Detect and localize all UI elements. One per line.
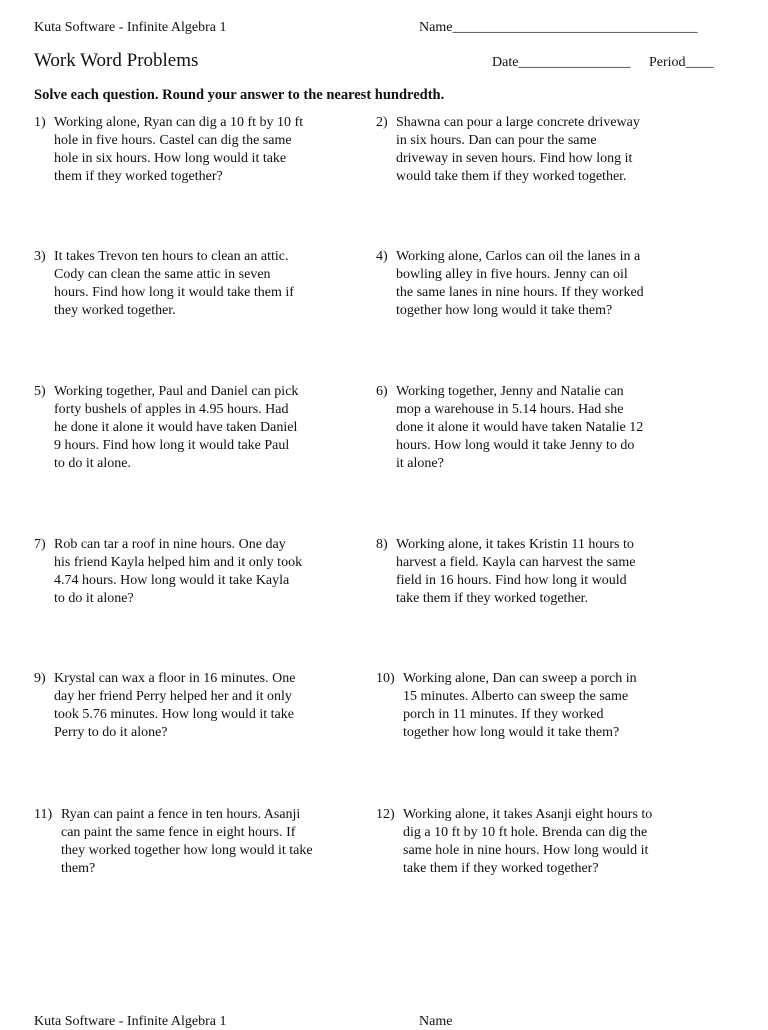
problem-7 [34, 536, 349, 608]
date-label: Date [492, 55, 519, 70]
date-field[interactable] [492, 55, 630, 71]
problem-11 [34, 806, 349, 878]
problem-number: 4) [376, 249, 388, 264]
problem-text: Working together, Paul and Daniel can pick forty bushels of apples in 4.95 hours. Had he done it alone it would have taken Daniel 9 hours. Find how long it would take Paul to do it alone. [54, 384, 299, 471]
problem-number: 5) [34, 384, 46, 399]
problem-text: Ryan can paint a fence in ten hours. Asanji can paint the same fence in eight hours. If they worked together how long would it take them? [61, 807, 313, 876]
instructions: Solve each question. Round your answer to the nearest hundredth. [34, 87, 445, 103]
name-line: ___________________________________ [452, 20, 698, 35]
problem-text: Working alone, it takes Asanji eight hours to dig a 10 ft by 10 ft hole. Brenda can dig the same hole in nine hours. How long would it take them if they worked together? [403, 807, 653, 876]
name-field[interactable] [419, 20, 697, 36]
problem-text: Krystal can wax a floor in 16 minutes. One day her friend Perry helped her and it only took 5.76 minutes. How long would it take Perry to do it alone? [54, 671, 296, 740]
problem-number: 8) [376, 537, 388, 552]
publisher-label: Kuta Software - Infinite Algebra 1 [34, 20, 227, 35]
footer-publisher-label: Kuta Software - Infinite Algebra 1 [34, 1014, 227, 1029]
problem-2 [376, 114, 691, 186]
problem-text: Working alone, Dan can sweep a porch in 15 minutes. Alberto can sweep the same porch in 11 minutes. If they worked together how long would it take them? [403, 671, 637, 740]
problem-3 [34, 248, 349, 320]
problem-number: 11) [34, 807, 53, 822]
problem-number: 7) [34, 537, 46, 552]
period-label: Period [649, 55, 686, 70]
problem-text: Working alone, Carlos can oil the lanes in a bowling alley in five hours. Jenny can oil the same lanes in nine hours. If they worked together how long would it take them? [396, 249, 644, 318]
problem-text: Working together, Jenny and Natalie can mop a warehouse in 5.14 hours. Had she done it alone it would have taken Natalie 12 hours. How long would it take Jenny to do it alone? [396, 384, 644, 471]
footer-name-label: Name [419, 1014, 453, 1029]
name-label: Name [419, 20, 453, 35]
problem-text: Shawna can pour a large concrete driveway in six hours. Dan can pour the same driveway in seven hours. Find how long it would take them if they worked together. [396, 115, 640, 184]
problem-text: Working alone, Ryan can dig a 10 ft by 10 ft hole in five hours. Castel can dig the same hole in six hours. How long would it take them if they worked together? [54, 115, 304, 184]
problem-number: 12) [376, 807, 395, 822]
problem-text: It takes Trevon ten hours to clean an attic. Cody can clean the same attic in seven hours. Find how long it would take them if they worked together. [54, 249, 294, 318]
problem-number: 2) [376, 115, 388, 130]
problem-number: 3) [34, 249, 46, 264]
problem-8 [376, 536, 691, 608]
period-line: ____ [685, 55, 714, 70]
problem-number: 6) [376, 384, 388, 399]
problem-6 [376, 383, 691, 473]
problem-number: 9) [34, 671, 46, 686]
date-line: ________________ [518, 55, 631, 70]
period-field[interactable] [649, 55, 714, 71]
problem-10 [376, 670, 691, 742]
problem-text: Working alone, it takes Kristin 11 hours to harvest a field. Kayla can harvest the same field in 16 hours. Find how long it would take them if they worked together. [396, 537, 636, 606]
problem-12 [376, 806, 691, 878]
problem-number: 1) [34, 115, 46, 130]
problem-text: Rob can tar a roof in nine hours. One day his friend Kayla helped him and it only took 4.74 hours. How long would it take Kayla to do it alone? [54, 537, 303, 606]
worksheet-title: Work Word Problems [34, 50, 199, 71]
problem-5 [34, 383, 349, 473]
problem-4 [376, 248, 691, 320]
problem-number: 10) [376, 671, 395, 686]
problem-9 [34, 670, 349, 742]
problem-1 [34, 114, 349, 186]
